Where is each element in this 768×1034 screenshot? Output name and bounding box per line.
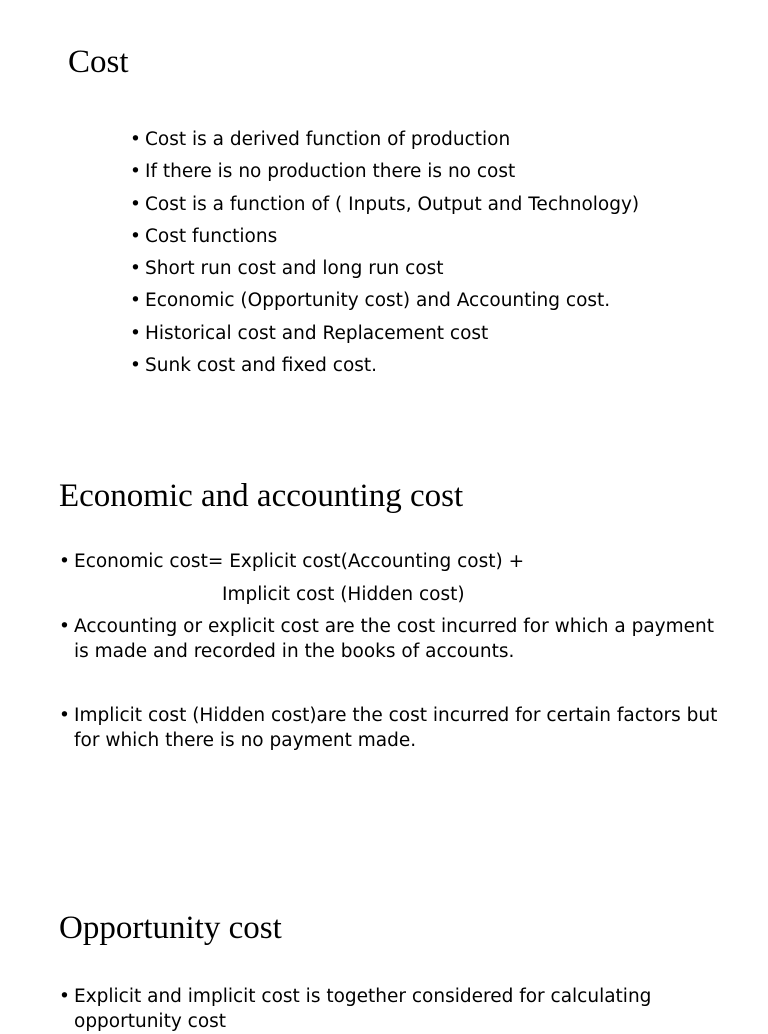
bullet-text: Implicit cost (Hidden cost)are the cost incurred for certain factors but for which there is no payment made. (74, 705, 718, 751)
bullet-text: Short run cost and long run cost (145, 258, 444, 280)
bullet-text: Explicit and implicit cost is together considered for calculating opportunity cost (74, 986, 652, 1032)
bullet-text: Cost functions (145, 225, 278, 247)
bullet-continuation-text: Implicit cost (Hidden cost) (222, 583, 465, 605)
bullet-item (59, 615, 719, 664)
bullet-item (130, 124, 639, 156)
bullet-item (59, 550, 719, 607)
bullet-text: Accounting or explicit cost are the cost incurred for which a payment is made and recorded in the books of accounts. (74, 616, 714, 662)
bullet-icon: • (59, 551, 70, 572)
bullet-item (59, 985, 719, 1034)
bullet-item (130, 189, 639, 221)
slide-2-title: Economic and accounting cost (59, 478, 464, 514)
bullet-item (59, 704, 719, 753)
bullet-icon: • (130, 355, 141, 377)
bullet-text: Economic cost= Explicit cost(Accounting cost) + (74, 551, 525, 572)
bullet-text: Sunk cost and fixed cost. (145, 355, 378, 377)
bullet-text: Economic (Opportunity cost) and Accounting cost. (145, 290, 611, 312)
bullet-item (130, 221, 639, 253)
bullet-icon: • (130, 290, 141, 312)
bullet-icon: • (130, 225, 141, 247)
bullet-item (130, 156, 639, 188)
slide-2-bullet-list (59, 550, 719, 753)
bullet-icon: • (130, 322, 141, 344)
bullet-text: Historical cost and Replacement cost (145, 322, 489, 344)
bullet-item (130, 285, 639, 317)
slide-3-title: Opportunity cost (59, 910, 282, 946)
bullet-icon: • (130, 129, 141, 150)
bullet-text: If there is no production there is no cost (145, 161, 516, 183)
slide-1-title: Cost (68, 44, 129, 80)
bullet-icon: • (59, 986, 70, 1007)
bullet-text: Cost is a derived function of production (145, 129, 511, 150)
bullet-icon: • (59, 616, 70, 637)
bullet-item (130, 350, 639, 382)
bullet-icon: • (59, 705, 70, 726)
bullet-text: Cost is a function of ( Inputs, Output and Technology) (145, 193, 640, 215)
bullet-icon: • (130, 193, 141, 215)
bullet-icon: • (130, 161, 141, 183)
slide-3-bullet-list (59, 985, 719, 1034)
bullet-item (130, 318, 639, 350)
bullet-icon: • (130, 258, 141, 280)
bullet-item (130, 253, 639, 285)
slide-1-bullet-list (130, 124, 639, 382)
